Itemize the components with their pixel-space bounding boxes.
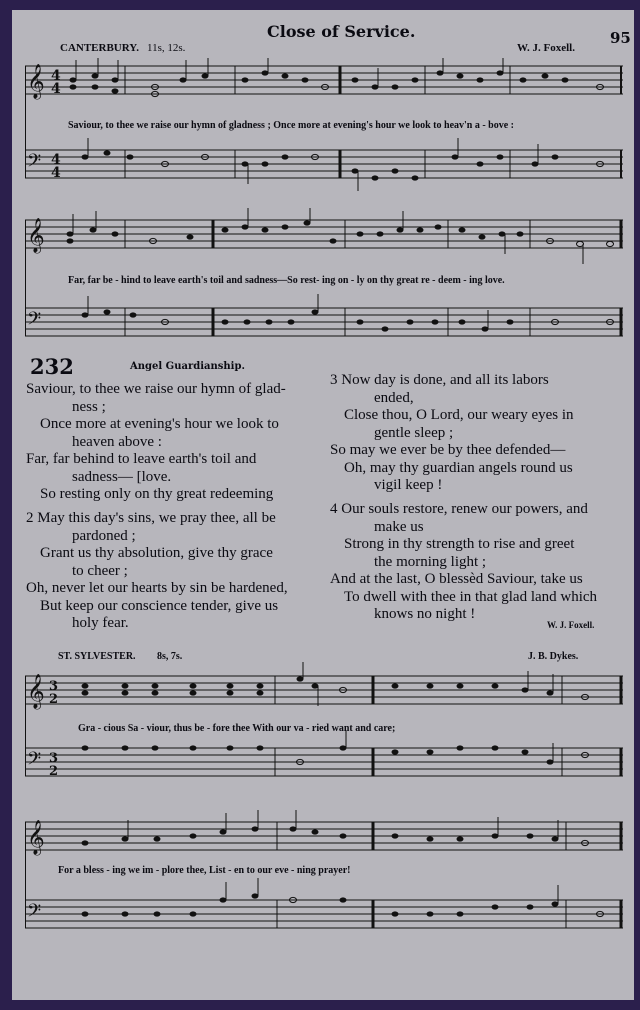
hymn-number: 232 — [30, 354, 74, 379]
verse-line: To dwell with thee in that glad land which — [344, 589, 598, 605]
verse-line: 4 Our souls restore, renew our powers, and — [330, 501, 588, 517]
tune-composer: J. B. Dykes. — [528, 651, 579, 662]
tune2-lyrics-line2: For a bless - ing we im - plore thee, List - en to our eve - ning prayer! — [58, 865, 351, 876]
svg-text:𝄞: 𝄞 — [27, 674, 45, 709]
verse-line: Far, far behind to leave earth's toil and — [26, 451, 257, 467]
page-title: Close of Service. — [267, 22, 416, 41]
svg-text:4: 4 — [51, 165, 61, 181]
tune1-lyrics-line2: Far, far be - hind to leave earth's toil and sadness—So rest- ing on - ly on thy great re - deem - ing love. — [68, 275, 505, 286]
verse-line: So resting only on thy great redeeming — [40, 486, 274, 502]
verse-line: Close thou, O Lord, our weary eyes in — [344, 407, 574, 423]
verse-line: Oh, may thy guardian angels round us — [344, 460, 573, 476]
svg-text:4: 4 — [51, 81, 61, 97]
hymn-author: W. J. Foxell. — [547, 620, 595, 630]
verse-line: So may we ever be by thee defended— — [330, 442, 566, 458]
verse-line: Oh, never let our hearts by sin be hardened, — [26, 580, 288, 596]
verse-line: pardoned ; — [72, 528, 136, 544]
svg-text:2: 2 — [49, 764, 59, 779]
svg-text:𝄢: 𝄢 — [27, 901, 42, 926]
verse-line: make us — [374, 519, 424, 535]
tune2-lyrics-line1: Gra - cious Sa - viour, thus be - fore thee With our va - ried want and care; — [78, 723, 396, 734]
verse-line: the morning light ; — [374, 554, 487, 570]
verse-line: And at the last, O blessèd Saviour, take us — [330, 571, 583, 587]
svg-text:𝄢: 𝄢 — [27, 309, 42, 334]
verse-line: heaven above : — [72, 434, 162, 450]
verse-line: ness ; — [72, 399, 106, 415]
tune-name: CANTERBURY. — [60, 42, 139, 54]
tune-meter: 8s, 7s. — [157, 651, 183, 662]
tune-name: ST. SYLVESTER. — [58, 651, 136, 662]
svg-text:𝄞: 𝄞 — [27, 218, 45, 253]
verse-line: to cheer ; — [72, 563, 128, 579]
verse-line: 2 May this day's sins, we pray thee, all be — [26, 510, 276, 526]
verse-line: sadness— [love. — [72, 469, 172, 485]
svg-text:4: 4 — [51, 152, 61, 168]
hymnal-page — [12, 10, 634, 1000]
svg-text:𝄢: 𝄢 — [27, 151, 42, 176]
svg-text:𝄢: 𝄢 — [27, 749, 42, 774]
verse-line: Strong in thy strength to rise and greet — [344, 536, 575, 552]
verse-line: Once more at evening's hour we look to — [40, 416, 279, 432]
tune1-lyrics-line1: Saviour, to thee we raise our hymn of gladness ; Once more at evening's hour we look to heav'n a - bove : — [68, 120, 515, 131]
svg-text:3: 3 — [49, 751, 59, 766]
svg-text:2: 2 — [49, 692, 59, 707]
tune-meter: 11s, 12s. — [147, 42, 186, 54]
svg-text:𝄞: 𝄞 — [27, 820, 45, 855]
tune-composer: W. J. Foxell. — [517, 42, 575, 54]
verse-line: holy fear. — [72, 615, 129, 631]
verse-line: ended, — [374, 390, 414, 406]
verse-line: 3 Now day is done, and all its labors — [330, 372, 549, 388]
svg-text:3: 3 — [49, 679, 59, 694]
svg-text:𝄞: 𝄞 — [27, 64, 45, 99]
verse-line: gentle sleep ; — [374, 425, 454, 441]
verse-line: knows no night ! — [374, 606, 476, 622]
verse-line: But keep our conscience tender, give us — [40, 598, 279, 614]
page-number: 95 — [610, 29, 631, 47]
svg-text:4: 4 — [51, 68, 61, 84]
verse-line: Saviour, to thee we raise our hymn of glad- — [26, 381, 286, 397]
verse-line: Grant us thy absolution, give thy grace — [40, 545, 273, 561]
verse-line: vigil keep ! — [374, 477, 443, 493]
tune-note: Angel Guardianship. — [130, 361, 245, 372]
